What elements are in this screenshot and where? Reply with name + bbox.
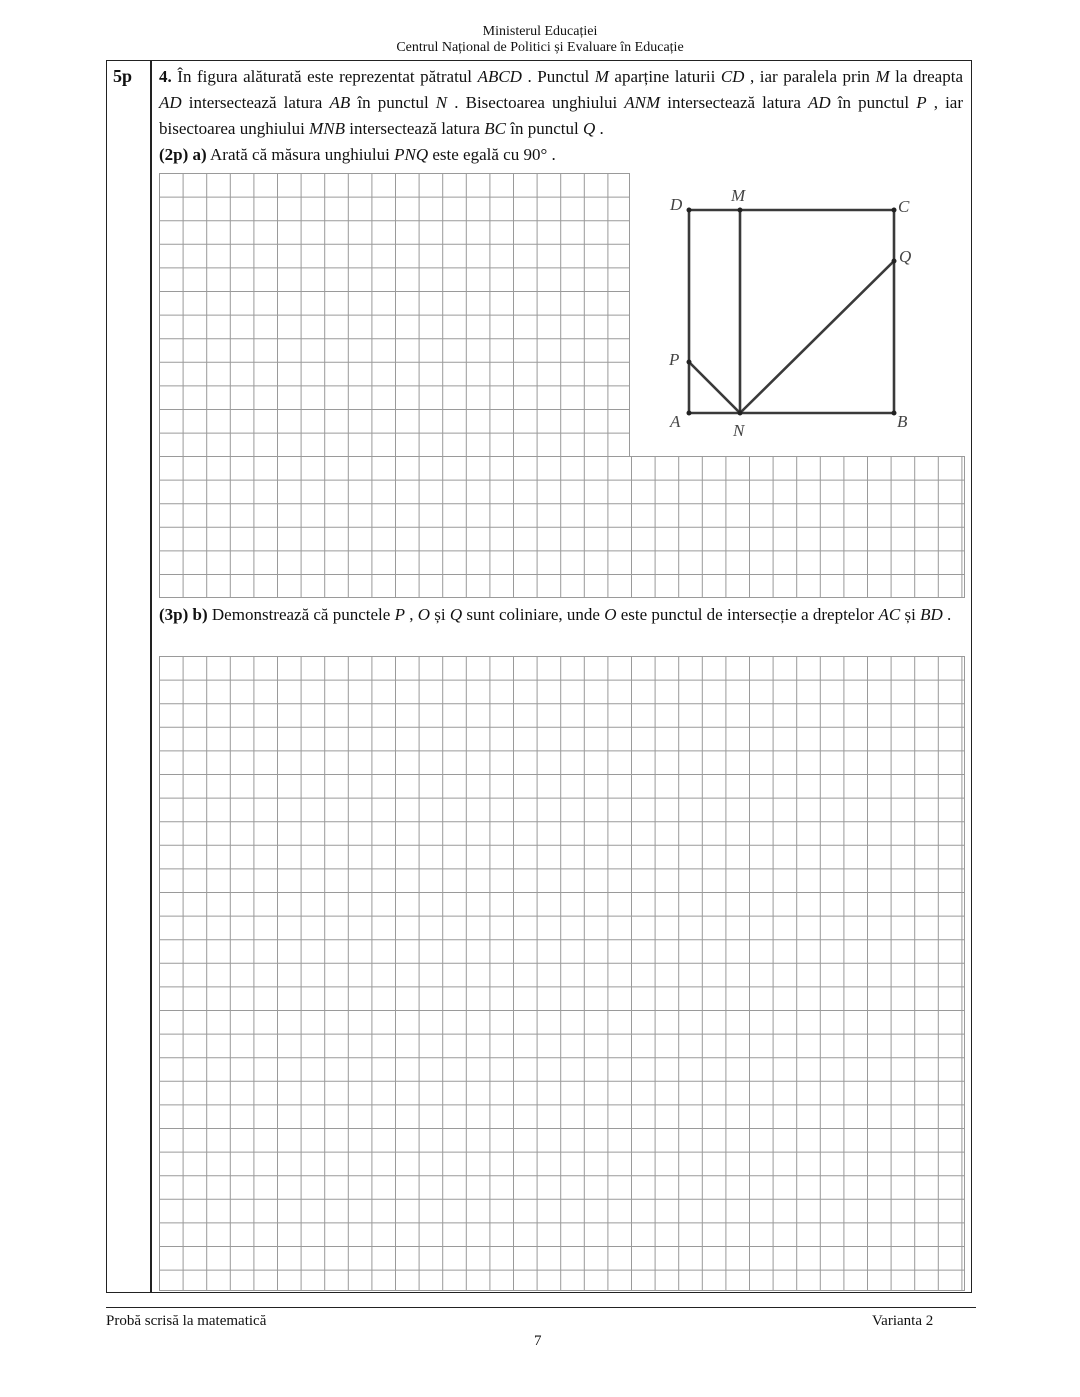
point-b [892, 411, 897, 416]
column-separator [150, 60, 152, 1293]
part-b-statement [159, 600, 963, 629]
label-a: A [670, 412, 681, 431]
math-symbol: P [394, 605, 405, 624]
part-a-statement [159, 142, 963, 168]
point-p [687, 360, 692, 365]
segment-np [689, 362, 740, 413]
math-symbol: M [594, 67, 609, 86]
math-symbol: O [604, 605, 617, 624]
part-b-text: Demonstrează că punctele P , O și Q sunt coliniare, unde O este punctul de intersecție a dreptelor AC și BD . [207, 605, 952, 624]
math-symbol: BD [920, 605, 943, 624]
point-q [892, 259, 897, 264]
page-number: 7 [534, 1333, 542, 1349]
answer-grid-b[interactable] [159, 656, 965, 1291]
part-a-text: Arată că măsura unghiului PNQ este egală cu 90° . [206, 145, 556, 164]
point-d [687, 208, 692, 213]
math-symbol: BC [484, 119, 506, 138]
label-n: N [733, 421, 745, 440]
header-center: Centrul Național de Politici și Evaluare în Educație [396, 40, 684, 55]
math-symbol: AD [159, 93, 182, 112]
part-b-points: (3p) b) [159, 605, 208, 624]
math-symbol: AB [329, 93, 351, 112]
label-p: P [669, 350, 680, 369]
header-ministry: Ministerul Educației [482, 24, 598, 39]
answer-grid-a-bottom[interactable] [159, 456, 965, 598]
square-figure [650, 180, 930, 450]
math-symbol: ABCD [477, 67, 522, 86]
math-symbol: AD [807, 93, 831, 112]
math-symbol: PNQ [394, 145, 429, 164]
answer-grid-a-top[interactable] [159, 173, 630, 457]
label-m: M [731, 186, 746, 205]
math-symbol: Q [449, 605, 463, 624]
math-symbol: M [875, 67, 890, 86]
label-b: B [897, 412, 908, 431]
label-q: Q [899, 247, 912, 266]
label-d: D [670, 195, 683, 214]
math-symbol: MNB [309, 119, 346, 138]
footer-subject: Probă scrisă la matematică [106, 1313, 267, 1329]
problem-number: 4. [159, 67, 172, 86]
math-symbol: ANM [624, 93, 661, 112]
math-symbol: P [916, 93, 927, 112]
point-m [738, 208, 743, 213]
math-symbol: O [417, 605, 430, 624]
point-a [687, 411, 692, 416]
math-symbol: AC [878, 605, 901, 624]
label-c: C [898, 197, 910, 216]
problem-statement [159, 64, 963, 142]
problem-points: 5p [113, 66, 133, 86]
part-a-points: (2p) a) [159, 145, 207, 164]
math-symbol: CD [720, 67, 745, 86]
footer-variant: Varianta 2 [872, 1313, 934, 1329]
math-symbol: Q [582, 119, 596, 138]
segment-nq [740, 261, 894, 413]
point-n [738, 411, 743, 416]
problem-statement-text: În figura alăturată este reprezentat pătratul ABCD . Punctul M aparține laturii CD , iar paralela prin M la dreapta AD intersectează latura AB în punctul N . Bisectoarea unghiului ANM intersectează latura AD în punctul P , iar bisectoarea unghiului MNB intersectează latura BC în punctul Q . [159, 67, 963, 138]
math-symbol: N [435, 93, 448, 112]
point-c [892, 208, 897, 213]
footer-rule [106, 1307, 976, 1308]
